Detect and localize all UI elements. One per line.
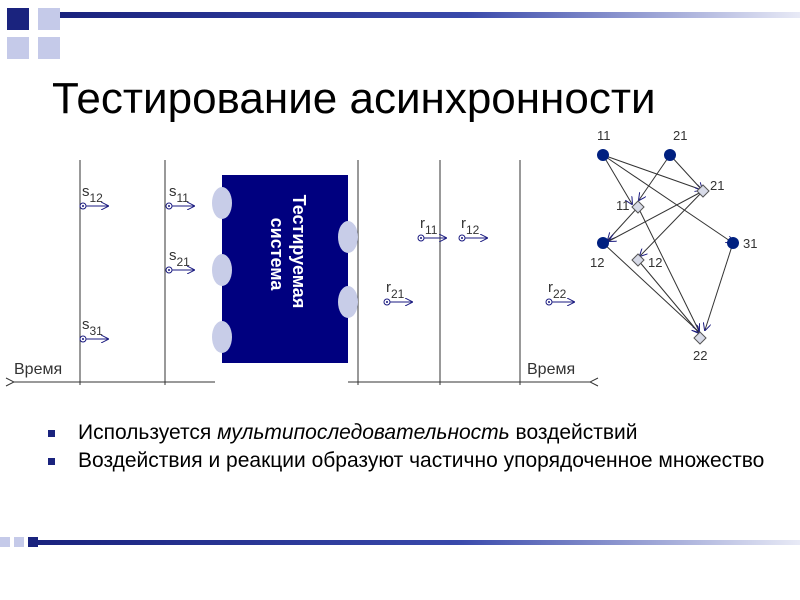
bullet-item	[48, 448, 768, 473]
bullet2-text: Воздействия и реакции образуют частично упорядоченное множество	[78, 449, 765, 472]
s11-sub: 11	[176, 191, 189, 205]
node-r12	[632, 254, 644, 266]
s31-sub: 31	[89, 324, 103, 338]
reaction-r21	[384, 279, 412, 305]
r11-base: r	[420, 215, 425, 232]
s21-sub: 21	[176, 255, 190, 269]
node-s11	[597, 149, 609, 161]
input-lens	[212, 254, 232, 286]
stimulus-s12	[80, 183, 108, 209]
r22-sub: 22	[553, 287, 567, 301]
label-r22: 22	[693, 348, 708, 363]
svg-text:s12	[82, 183, 103, 205]
stimulus-s31	[80, 316, 108, 342]
label-r21: 21	[710, 178, 725, 193]
r11-sub: 11	[425, 223, 438, 237]
s12-base: s	[82, 183, 90, 200]
r12-base: r	[461, 215, 466, 232]
footer-square	[14, 537, 24, 547]
node-s12	[597, 237, 609, 249]
r21-sub: 21	[391, 287, 405, 301]
output-lens	[338, 286, 358, 318]
input-lens	[212, 321, 232, 353]
reaction-r11	[418, 215, 446, 241]
s31-base: s	[82, 316, 90, 333]
label-s12: 12	[590, 255, 605, 270]
footer-square	[28, 537, 38, 547]
stimulus-s11	[166, 183, 194, 209]
reaction-r12	[459, 215, 487, 241]
r21-base: r	[386, 279, 391, 296]
bullet-list	[48, 420, 768, 476]
label-s31: 31	[743, 236, 758, 251]
s12-sub: 12	[89, 191, 103, 205]
time-label-left: Время	[14, 361, 63, 378]
reaction-r22	[546, 279, 574, 305]
bullet1-text-before: Используется	[78, 421, 218, 444]
bullet1-italic: мультипоследовательность	[217, 421, 510, 444]
svg-text:r21	[386, 279, 405, 301]
r22-base: r	[548, 279, 553, 296]
label-r12: 12	[648, 255, 663, 270]
time-label-right: Время	[527, 361, 576, 378]
svg-text:r12	[461, 215, 480, 237]
stimulus-s21	[166, 247, 194, 273]
s21-base: s	[169, 247, 177, 264]
bullet-icon	[48, 458, 55, 465]
bullet-icon	[48, 430, 55, 437]
footer-square	[0, 537, 10, 547]
output-lens	[338, 221, 358, 253]
node-r22	[694, 332, 706, 344]
svg-text:s31	[82, 316, 103, 338]
svg-text:r22	[548, 279, 567, 301]
r12-sub: 12	[466, 223, 480, 237]
node-s31	[727, 237, 739, 249]
system-label-line1: Тестируемая	[289, 194, 309, 309]
svg-text:s11	[169, 183, 189, 205]
s11-base: s	[169, 183, 177, 200]
footer-bar	[38, 540, 800, 545]
page-title: Тестирование асинхронности	[52, 74, 656, 123]
label-r11: 11	[616, 198, 630, 213]
svg-text:s21	[169, 247, 190, 269]
label-s11: 11	[597, 128, 611, 143]
label-s21: 21	[673, 128, 688, 143]
svg-text:r11	[420, 215, 438, 237]
bullet1-text-after: воздействий	[509, 421, 638, 444]
node-s21	[664, 149, 676, 161]
bullet-item	[48, 420, 768, 445]
system-label-line2: система	[267, 217, 287, 291]
input-lens	[212, 187, 232, 219]
